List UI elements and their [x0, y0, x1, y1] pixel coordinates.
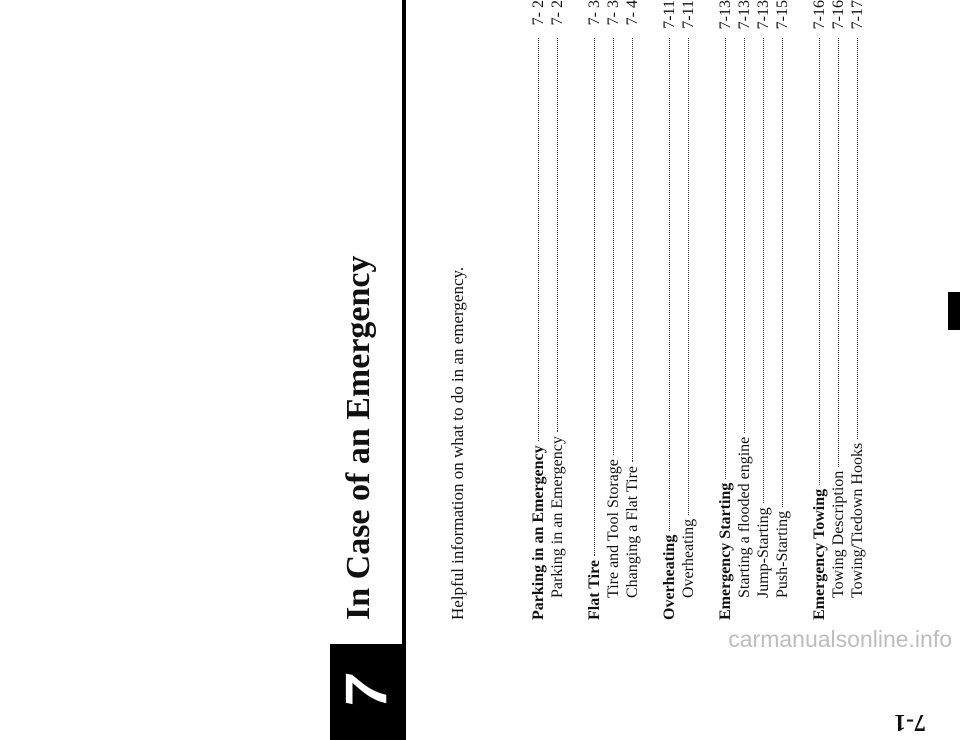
dot-leader: [838, 38, 839, 467]
toc-entry-label: Overheating: [680, 518, 697, 598]
dot-leader: [669, 38, 670, 531]
toc-entry-label: Emergency Starting: [717, 482, 734, 620]
toc-section: [661, 0, 699, 620]
toc-entry-label: Towing Description: [830, 470, 847, 598]
toc-section: [717, 0, 793, 620]
toc-entry[interactable]: [530, 0, 549, 620]
toc-entry-page: 7-16: [830, 0, 847, 30]
toc-entry[interactable]: [849, 0, 868, 620]
toc-entry-label: Parking in an Emergency: [549, 436, 566, 598]
toc-entry-page: 7- 3: [586, 0, 603, 26]
toc-entry-page: 7- 3: [605, 0, 622, 26]
toc-entry[interactable]: [811, 0, 830, 620]
dot-leader: [725, 38, 726, 479]
toc-entry-page: 7- 2: [549, 0, 566, 26]
toc-entry-label: Tire and Tool Storage: [605, 459, 622, 598]
toc-entry-page: 7- 4: [624, 0, 641, 26]
toc-entry[interactable]: [736, 0, 755, 620]
toc-entry-label: Towing/Tiedown Hooks: [849, 442, 866, 598]
chapter-title: In Case of an Emergency: [340, 255, 377, 620]
toc-section: [811, 0, 868, 620]
toc-entry[interactable]: [661, 0, 680, 620]
page-number: 7-1: [894, 709, 926, 735]
dot-leader: [744, 38, 745, 433]
dot-leader: [688, 38, 689, 515]
dot-leader: [763, 38, 764, 503]
thumb-index-mark: [948, 292, 960, 330]
toc-entry-label: Overheating: [661, 534, 678, 620]
toc-entry[interactable]: [586, 0, 605, 620]
toc-entry-page: 7-11: [680, 0, 697, 29]
toc-entry-label: Starting a flooded engine: [736, 436, 753, 598]
header-rule: [402, 0, 406, 740]
table-of-contents: [530, 0, 886, 620]
toc-entry-page: 7-13: [736, 0, 753, 30]
toc-section: [586, 0, 643, 620]
dot-leader: [782, 38, 783, 507]
toc-entry[interactable]: [549, 0, 568, 620]
dot-leader: [857, 38, 858, 439]
toc-entry-label: Push-Starting: [774, 510, 791, 598]
toc-entry-page: 7-15: [774, 0, 791, 30]
toc-entry-page: 7-11: [661, 0, 678, 29]
toc-entry-label: Changing a Flat Tire: [624, 465, 641, 598]
chapter-subtitle: Helpful information on what to do in an emergency.: [448, 266, 467, 620]
toc-entry[interactable]: [830, 0, 849, 620]
toc-entry-label: Parking in an Emergency: [530, 445, 547, 620]
toc-entry[interactable]: [755, 0, 774, 620]
dot-leader: [538, 38, 539, 441]
chapter-number: 7: [333, 675, 399, 709]
dot-leader: [557, 38, 558, 432]
toc-entry-page: 7-17: [849, 0, 866, 30]
watermark: carmanualsonline.info: [728, 626, 952, 652]
toc-entry[interactable]: [717, 0, 736, 620]
dot-leader: [819, 38, 820, 485]
toc-entry-label: Flat Tire: [586, 560, 603, 620]
toc-entry[interactable]: [680, 0, 699, 620]
toc-entry[interactable]: [605, 0, 624, 620]
toc-section: [530, 0, 568, 620]
toc-entry-page: 7-13: [755, 0, 772, 30]
toc-entry-label: Jump-Starting: [755, 507, 772, 598]
toc-entry-page: 7-16: [811, 0, 828, 30]
toc-entry-page: 7-13: [717, 0, 734, 30]
dot-leader: [594, 38, 595, 556]
dot-leader: [632, 38, 633, 462]
toc-entry-page: 7- 2: [530, 0, 547, 26]
toc-entry[interactable]: [774, 0, 793, 620]
toc-entry-label: Emergency Towing: [811, 488, 828, 620]
chapter-tab: [330, 644, 402, 740]
toc-entry[interactable]: [624, 0, 643, 620]
dot-leader: [613, 38, 614, 455]
